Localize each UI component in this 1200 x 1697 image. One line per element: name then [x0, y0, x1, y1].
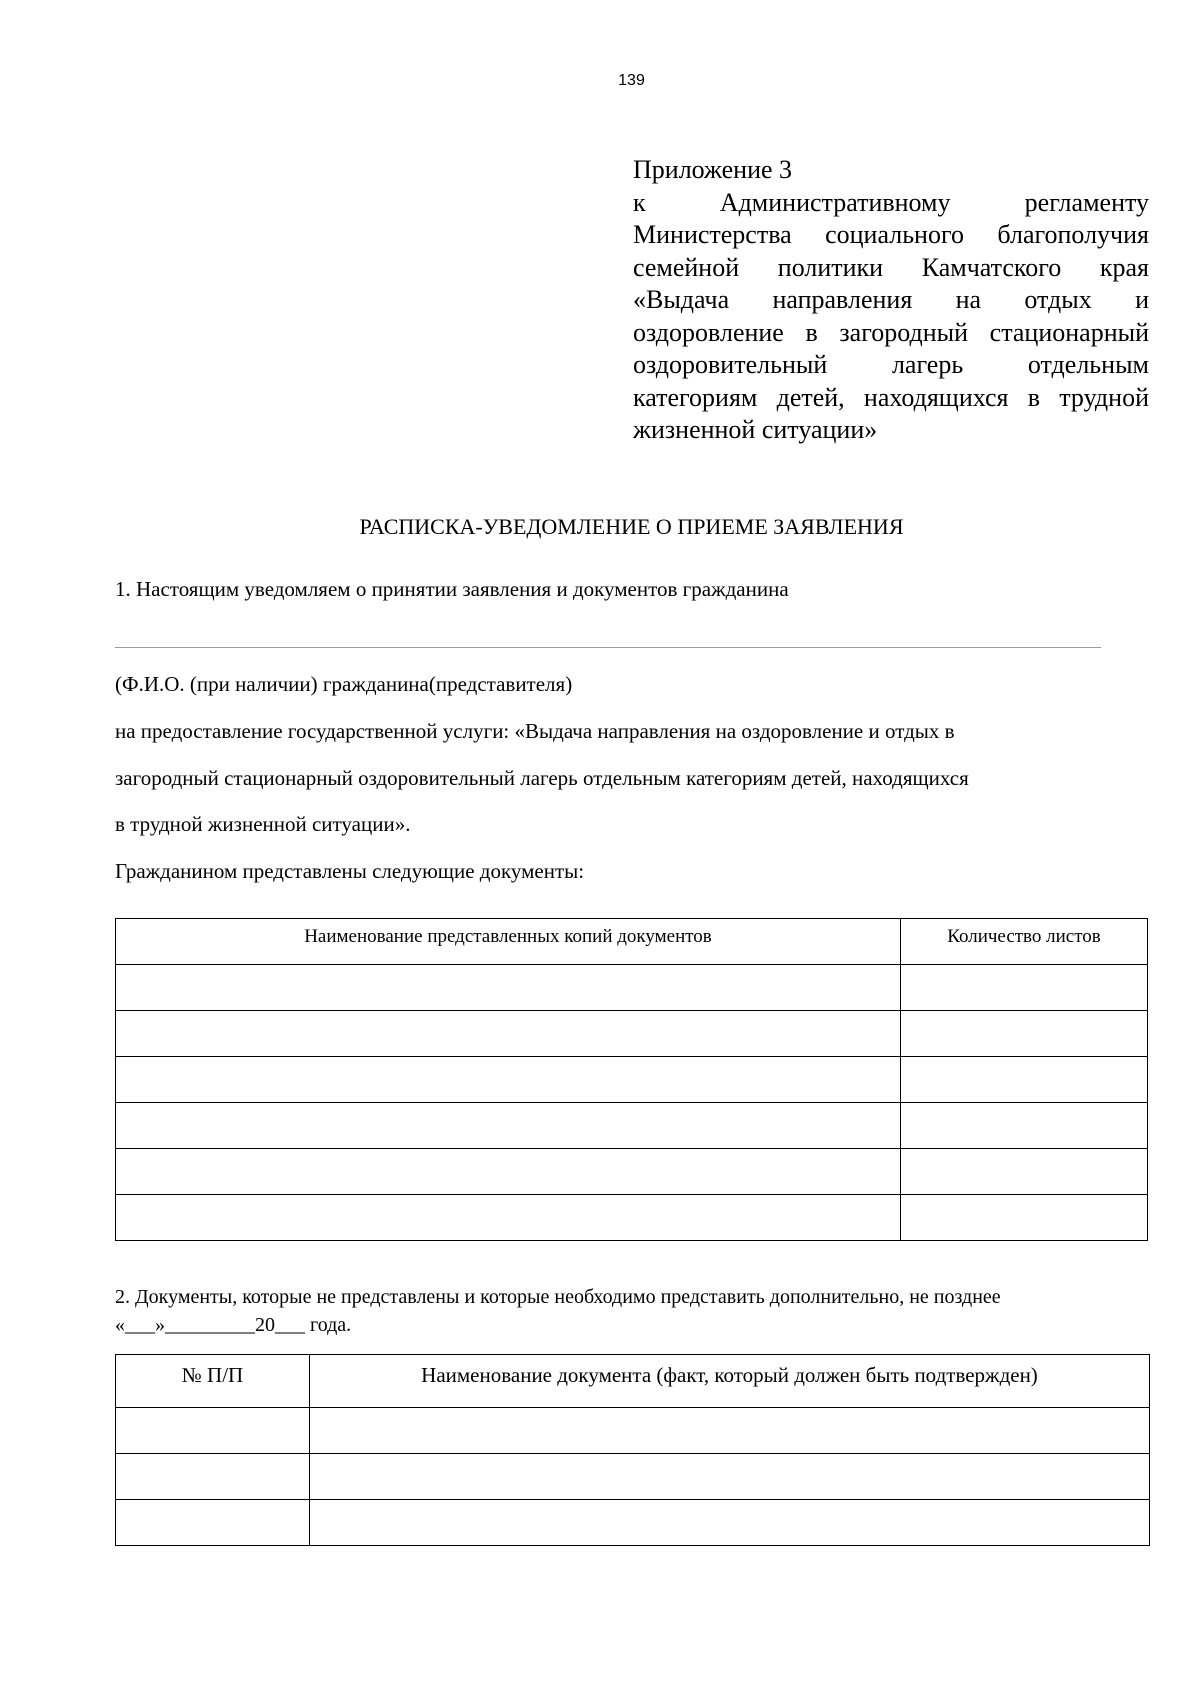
- column-header-sheet-count: Количество листов: [901, 919, 1148, 965]
- document-name-cell[interactable]: [116, 965, 901, 1011]
- column-header-number: № П/П: [116, 1355, 310, 1408]
- document-name-cell[interactable]: [310, 1500, 1150, 1546]
- table-row: [116, 1408, 1150, 1454]
- table-row: [116, 1195, 1148, 1241]
- document-name-cell[interactable]: [116, 1103, 901, 1149]
- service-line-2: загородный стационарный оздоровительный лагерь отдельным категориям детей, находящихся: [115, 766, 969, 790]
- table-row: [116, 1103, 1148, 1149]
- service-line-1: на предоставление государственной услуги: «Выдача направления на оздоровление и отдых в: [115, 719, 955, 743]
- table-header-row: [116, 1355, 1150, 1408]
- page-number: 139: [618, 72, 645, 89]
- paragraph-2-line-1: 2. Документы, которые не представлены и которые необходимо представить дополнительно, не позднее: [115, 1286, 1001, 1308]
- table-row: [116, 1057, 1148, 1103]
- sheet-count-cell[interactable]: [901, 1057, 1148, 1103]
- service-line-3: в трудной жизненной ситуации».: [115, 812, 411, 836]
- sheet-count-cell[interactable]: [901, 1149, 1148, 1195]
- appendix-title: Приложение 3: [633, 155, 793, 184]
- column-header-document-name: Наименование представленных копий документов: [116, 919, 901, 965]
- table-row: [116, 1149, 1148, 1195]
- number-cell[interactable]: [116, 1454, 310, 1500]
- paragraph-2: [115, 1283, 1001, 1339]
- document-name-cell[interactable]: [116, 1057, 901, 1103]
- submitted-documents-table: [115, 918, 1148, 1241]
- fio-fill-line[interactable]: [115, 647, 1101, 648]
- document-name-cell[interactable]: [116, 1011, 901, 1057]
- table-row: [116, 1500, 1150, 1546]
- document-name-cell[interactable]: [116, 1195, 901, 1241]
- paragraph-1: 1. Настоящим уведомляем о принятии заявления и документов гражданина: [115, 577, 789, 601]
- sheet-count-cell[interactable]: [901, 1103, 1148, 1149]
- table-header-row: [116, 919, 1148, 965]
- column-header-document-name: Наименование документа (факт, который должен быть подтвержден): [310, 1355, 1150, 1408]
- appendix-body: к Административному регламенту Министерства социального благополучия семейной политики Камчатского края «Выдача направления на отдых и оздоровление в загородный стационарный оздоровительный лагерь отдельным категориям детей, находящихся в трудной жизненной ситуации»: [633, 187, 1149, 444]
- table-row: [116, 1011, 1148, 1057]
- deadline-date-line[interactable]: «___»_________20___ года.: [115, 1314, 352, 1336]
- appendix-block: [633, 154, 1149, 447]
- table-row: [116, 965, 1148, 1011]
- document-name-cell[interactable]: [116, 1149, 901, 1195]
- documents-intro: Гражданином представлены следующие документы:: [115, 859, 585, 883]
- sheet-count-cell[interactable]: [901, 965, 1148, 1011]
- number-cell[interactable]: [116, 1500, 310, 1546]
- number-cell[interactable]: [116, 1408, 310, 1454]
- document-name-cell[interactable]: [310, 1454, 1150, 1500]
- table-row: [116, 1454, 1150, 1500]
- sheet-count-cell[interactable]: [901, 1011, 1148, 1057]
- sheet-count-cell[interactable]: [901, 1195, 1148, 1241]
- missing-documents-table: [115, 1354, 1150, 1546]
- document-name-cell[interactable]: [310, 1408, 1150, 1454]
- fio-caption: (Ф.И.О. (при наличии) гражданина(представителя): [115, 672, 573, 696]
- document-title: РАСПИСКА-УВЕДОМЛЕНИЕ О ПРИЕМЕ ЗАЯВЛЕНИЯ: [359, 514, 904, 539]
